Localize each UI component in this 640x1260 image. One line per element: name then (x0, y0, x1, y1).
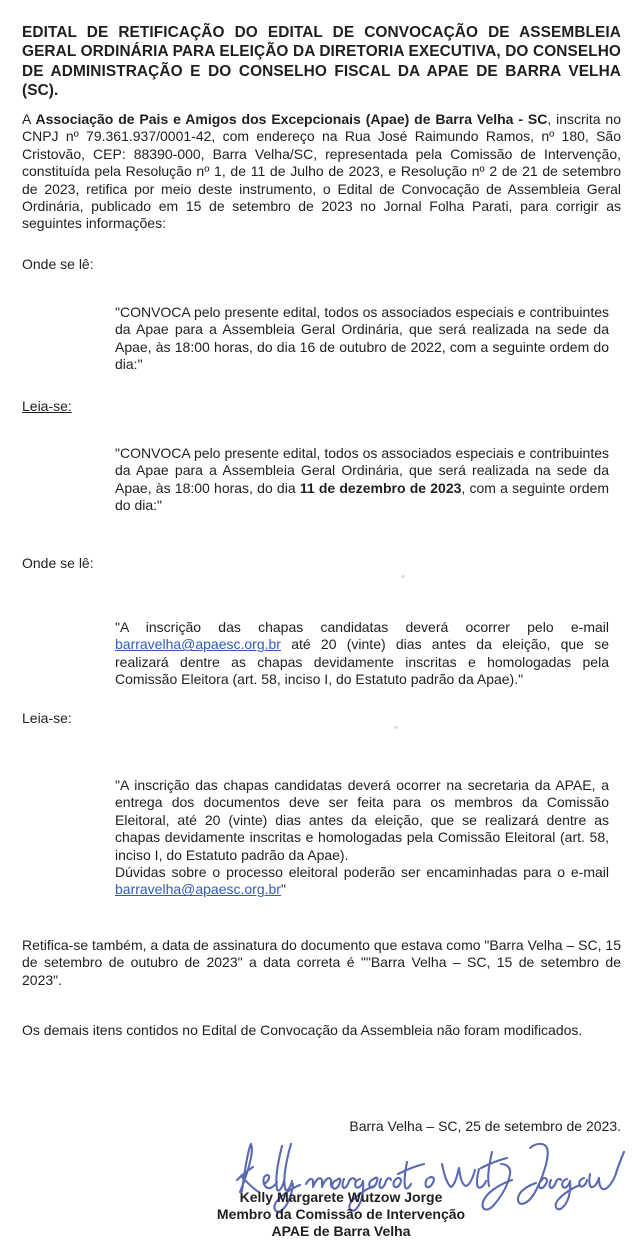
signer-name: Kelly Margarete Wutzow Jorge (239, 1189, 443, 1205)
signature-block (130, 1189, 552, 1241)
label-onde-se-le-1: Onde se lê: (22, 256, 94, 272)
quote4-text: "A inscrição das chapas candidatas deverá ocorrer na secretaria da APAE, a entrega dos documentos deve ser feita para os membros da Comissão Eleitoral, até 20 (vinte) dias antes da eleição, que se realizará dentre as chapas devidamente inscritas e homologadas pela Comissão Eleitoral (art. 58, inciso I, do Estatuto padrão da Apae). (115, 777, 609, 863)
quote4-doubts-text: Dúvidas sobre o processo eleitoral poderão ser encaminhadas para o e-mail (115, 864, 609, 881)
quote4-tail: " (280, 881, 286, 898)
intro-paragraph (22, 111, 621, 233)
label-leia-se-2: Leia-se: (22, 710, 72, 726)
label-onde-se-le-2: Onde se lê: (22, 555, 94, 571)
signer-organization: APAE de Barra Velha (271, 1223, 411, 1240)
quote-original-convocation: "CONVOCA pelo presente edital, todos os associados especiais e contribuintes da Apae para a Assembleia Geral Ordinária, que será realizada na sede da Apae, às 18:00 horas, do dia 16 de outubro de 2022, com a seguinte ordem do dia:" (115, 304, 609, 373)
quote2-tail: , com a seguinte ordem do dia:" (115, 479, 609, 514)
label-leia-se-1 (22, 398, 222, 415)
place-date-line: Barra Velha – SC, 25 de setembro de 2023. (349, 1118, 621, 1134)
scan-speck (394, 726, 398, 729)
quote3-tail: até 20 (vinte) dias antes da eleição, que se realizará dentre as chapas devidamente inscritas e homologadas pela Comissão Eleitora (art. 58, inciso I, do Estatuto padrão da Apae)." (115, 636, 609, 688)
quote3-text: "A inscrição das chapas candidatas deverá ocorrer pelo e-mail (115, 619, 609, 635)
quote-corrected-registration (115, 777, 609, 899)
unchanged-items-paragraph: Os demais itens contidos no Edital de Convocação da Assembleia não foram modificados. (22, 1022, 583, 1038)
quote-original-registration (115, 619, 609, 689)
intro-body: , inscrita no CNPJ nº 79.361.937/0001-42, com endereço na Rua José Raimundo Ramos, nº 180, São Cristovão, CEP: 88390-000, Barra Velha/SC, representada pela Comissão de Intervenção, constituída pela Resolução nº 1, de 11 de Julho de 2023, e Resolução nº 2 de 21 de setembro de 2023, retifica por meio deste instrumento, o Edital de Convocação de Assembleia Geral Ordinária, publicado em 15 de setembro de 2023 no Jornal Folha Parati, para corrigir as seguintes informações: (22, 111, 621, 232)
email-link[interactable]: barravelha@apaesc.org.br (115, 881, 281, 898)
corrected-date-bold: 11 de dezembro de 2023 (299, 479, 462, 496)
signer-role: Membro da Comissão de Intervenção (216, 1206, 466, 1223)
label-leia-se-1-text: Leia-se: (22, 398, 72, 414)
email-link[interactable]: barravelha@apaesc.org.br (115, 636, 281, 653)
intro-prefix: A (22, 111, 36, 127)
scan-speck (401, 575, 405, 578)
quote-corrected-convocation (115, 445, 609, 515)
organization-name: Associação de Pais e Amigos dos Excepcionais (Apae) de Barra Velha - SC (35, 111, 548, 127)
quote2-text: "CONVOCA pelo presente edital, todos os associados especiais e contribuintes da Apae para a Assembleia Geral Ordinária, que será realizada na sede da Apae, às 18:00 horas, do dia (115, 445, 609, 496)
rectified-signature-date-paragraph: Retifica-se também, a data de assinatura do documento que estava como "Barra Velha – SC, 15 de setembro de outubro de 2023" a data correta é ""Barra Velha – SC, 15 de setembro de 2023". (22, 937, 621, 988)
document-title: EDITAL DE RETIFICAÇÃO DO EDITAL DE CONVOCAÇÃO DE ASSEMBLEIA GERAL ORDINÁRIA PARA ELEIÇÃO DA DIRETORIA EXECUTIVA, DO CONSELHO DE ADMINISTRAÇÃO E DO CONSELHO FISCAL DA APAE DE BARRA VELHA (SC). (22, 24, 621, 100)
